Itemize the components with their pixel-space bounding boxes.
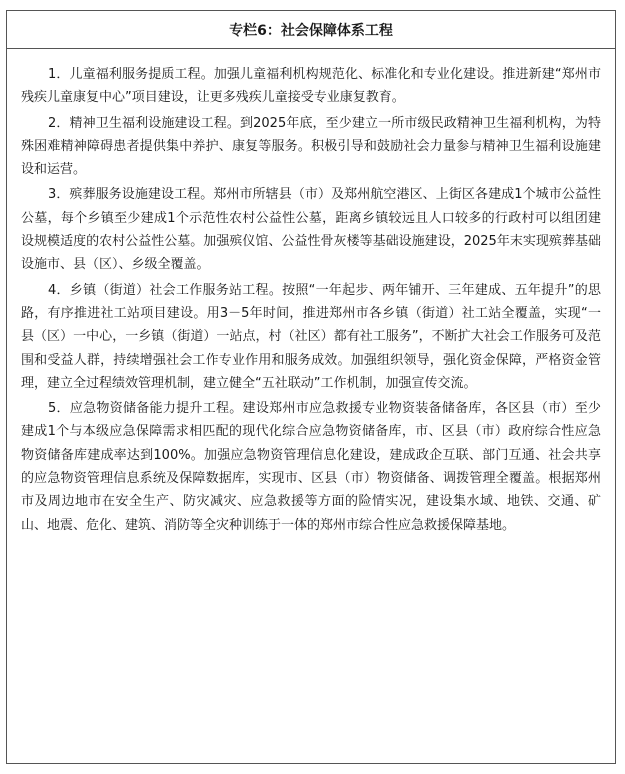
column-title-text: 专栏6：社会保障体系工程 (229, 22, 393, 39)
column-body (7, 49, 615, 537)
column-box (6, 10, 616, 764)
item-social-work-station: 4．乡镇（街道）社会工作服务站工程。按照“一年起步、两年铺开、三年建成、五年提升”的思路，有序推进社工站项目建设。用3－5年时间，推进郑州市各乡镇（街道）社工站全覆盖，实现“一县（区）一中心，一乡镇（街道）一站点，村（社区）都有社工服务”，不断扩大社会工作服务可及范围和受益人群，持续增强社会工作专业作用和服务成效。加强组织领导，强化资金保障，严格资金管理，建立全过程绩效管理机制，建立健全“五社联动”工作机制，加强宣传交流。 (21, 282, 601, 391)
item-emergency-reserves: 5．应急物资储备能力提升工程。建设郑州市应急救援专业物资装备储备库，各区县（市）至少建成1个与本级应急保障需求相匹配的现代化综合应急物资储备库，市、区县（市）政府综合性应急物资储备库建成率达到100%。加强应急物资管理信息化建设，建成政企互联、部门互通、社会共享的应急物资管理信息系统及保障数据库，实现市、区县（市）物资储备、调拨管理全覆盖。根据郑州市及周边地市在安全生产、防灾减灾、应急救援等方面的险情实况，建设集水域、地铁、交通、矿山、地震、危化、建筑、消防等全灾种训练于一体的郑州市综合性应急救援保障基地。 (21, 401, 601, 533)
item-funeral-services: 3．殡葬服务设施建设工程。郑州市所辖县（市）及郑州航空港区、上街区各建成1个城市公益性公墓，每个乡镇至少建成1个示范性农村公益性公墓，距离乡镇较远且人口较多的行政村可以组团建设规模适度的农村公益性公墓。加强殡仪馆、公益性骨灰楼等基础设施建设，2025年末实现殡葬基础设施市、县（区）、乡级全覆盖。 (21, 187, 601, 273)
item-mental-health: 2．精神卫生福利设施建设工程。到2025年底，至少建立一所市级民政精神卫生福利机构，为特殊困难精神障碍患者提供集中养护、康复等服务。积极引导和鼓励社会力量参与精神卫生福利设施建设和运营。 (21, 115, 601, 178)
item-child-welfare: 1．儿童福利服务提质工程。加强儿童福利机构规范化、标准化和专业化建设。推进新建“郑州市残疾儿童康复中心”项目建设，让更多残疾儿童接受专业康复教育。 (21, 67, 601, 106)
column-title (7, 11, 615, 49)
